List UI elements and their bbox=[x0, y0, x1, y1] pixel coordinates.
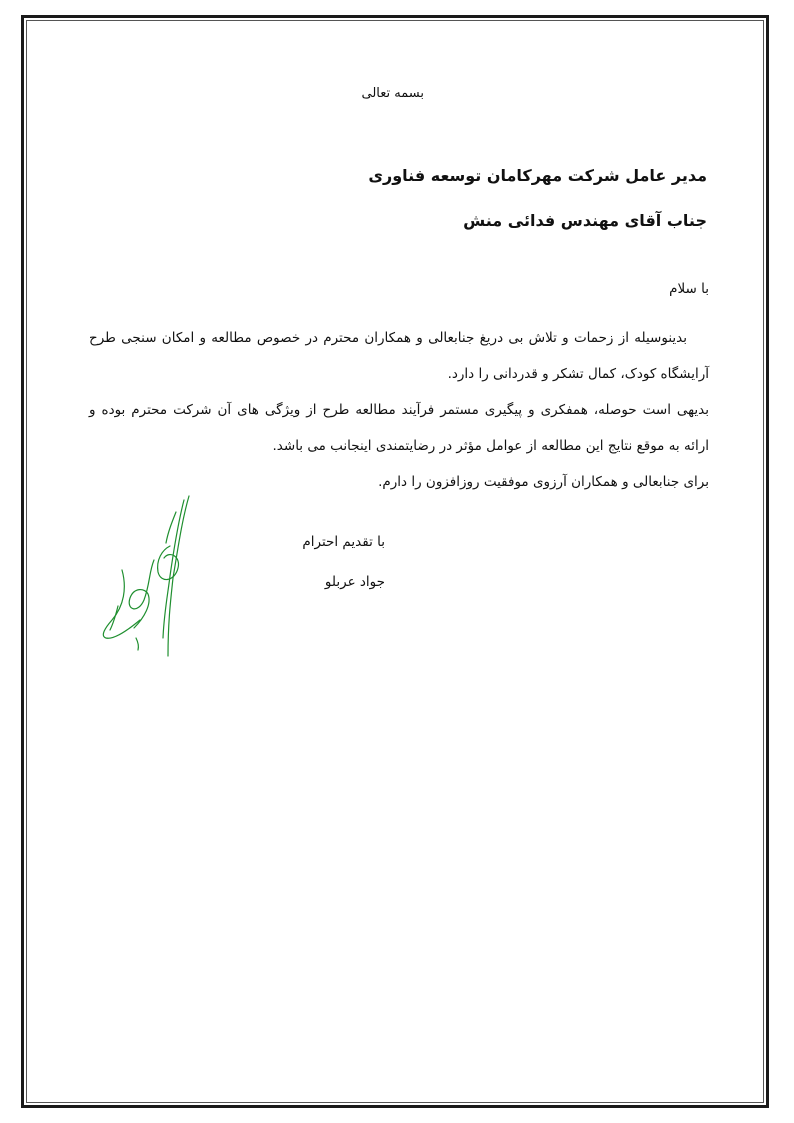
signature-stroke bbox=[136, 638, 138, 650]
recipient-name: جناب آقای مهندس فدائی منش bbox=[463, 211, 707, 230]
body-paragraph-3: برای جنابعالی و همکاران آرزوی موفقیت روزافزون را دارم. bbox=[378, 474, 709, 490]
signature-stroke bbox=[163, 500, 184, 638]
signature-stroke bbox=[168, 496, 189, 656]
closing-text: با تقدیم احترام bbox=[302, 534, 385, 550]
body-paragraph-1: بدینوسیله از زحمات و تلاش بی دریغ جنابعالی و همکاران محترم در خصوص مطالعه و امکان سنجی طرح آرایشگاه کودک، کمال تشکر و قدردانی را دارد. bbox=[89, 330, 709, 382]
closing-block bbox=[225, 522, 385, 602]
handwritten-signature bbox=[88, 488, 228, 663]
signature-stroke bbox=[129, 560, 154, 628]
signer-name: جواد عربلو bbox=[324, 574, 385, 590]
recipient-title: مدیر عامل شرکت مهرکامان توسعه فناوری bbox=[368, 166, 707, 185]
invocation-text: بسمه تعالی bbox=[361, 86, 424, 101]
greeting: با سلام bbox=[669, 281, 709, 297]
body-paragraph-2: بدیهی است حوصله، همفکری و پیگیری مستمر فرآیند مطالعه طرح از ویژگی های آن شرکت محترم بوده و ارائه به موقع نتایج این مطالعه از عوامل مؤثر در رضایتمندی اینجانب می باشد. bbox=[89, 402, 709, 454]
signature-stroke bbox=[166, 512, 176, 543]
letter-body bbox=[89, 320, 709, 500]
